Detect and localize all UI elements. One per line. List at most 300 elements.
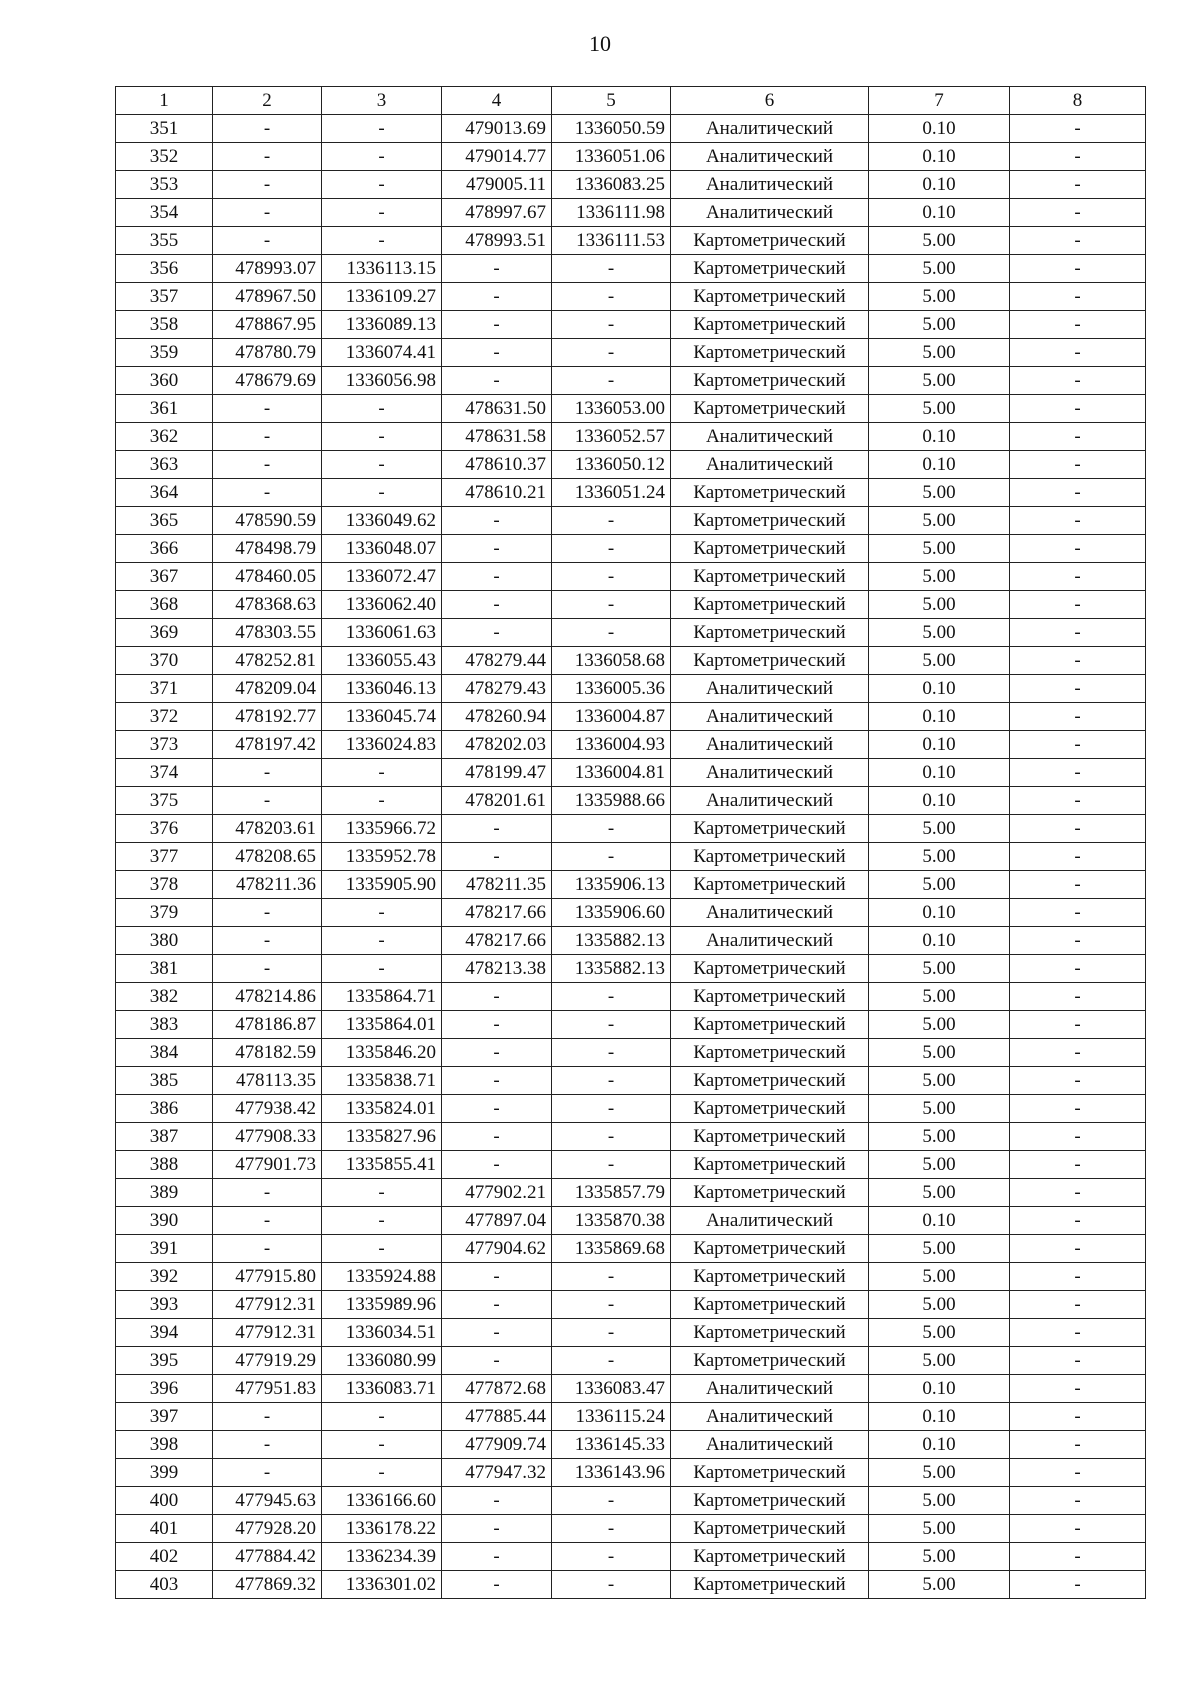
cell-point-number: 388 <box>116 1151 213 1179</box>
cell-old-x: 478182.59 <box>213 1039 322 1067</box>
cell-new-y: - <box>552 983 671 1011</box>
cell-accuracy: 0.10 <box>869 1431 1010 1459</box>
cell-note: - <box>1010 507 1146 535</box>
cell-method: Картометрический <box>671 871 869 899</box>
cell-old-y: - <box>322 395 442 423</box>
cell-new-x: - <box>442 1487 552 1515</box>
cell-old-x: 478209.04 <box>213 675 322 703</box>
cell-point-number: 359 <box>116 339 213 367</box>
cell-old-x: - <box>213 759 322 787</box>
cell-note: - <box>1010 367 1146 395</box>
cell-new-y: 1335988.66 <box>552 787 671 815</box>
cell-new-y: - <box>552 535 671 563</box>
cell-note: - <box>1010 115 1146 143</box>
table-row <box>116 451 1146 479</box>
cell-old-y: 1335952.78 <box>322 843 442 871</box>
cell-new-x: 478199.47 <box>442 759 552 787</box>
cell-note: - <box>1010 899 1146 927</box>
cell-new-y: 1336050.59 <box>552 115 671 143</box>
cell-note: - <box>1010 871 1146 899</box>
cell-old-y: 1336089.13 <box>322 311 442 339</box>
table-body <box>116 115 1146 1599</box>
table-row <box>116 1207 1146 1235</box>
cell-point-number: 355 <box>116 227 213 255</box>
table-row <box>116 1151 1146 1179</box>
cell-new-x: 478213.38 <box>442 955 552 983</box>
cell-old-x: - <box>213 927 322 955</box>
cell-accuracy: 5.00 <box>869 647 1010 675</box>
cell-new-x: - <box>442 1123 552 1151</box>
cell-point-number: 383 <box>116 1011 213 1039</box>
cell-accuracy: 5.00 <box>869 1151 1010 1179</box>
cell-new-x: 478201.61 <box>442 787 552 815</box>
cell-old-x: 478203.61 <box>213 815 322 843</box>
cell-new-y: - <box>552 1039 671 1067</box>
cell-new-x: - <box>442 255 552 283</box>
cell-note: - <box>1010 283 1146 311</box>
cell-note: - <box>1010 1123 1146 1151</box>
cell-new-x: 477947.32 <box>442 1459 552 1487</box>
table-row <box>116 1039 1146 1067</box>
table-row <box>116 395 1146 423</box>
cell-point-number: 362 <box>116 423 213 451</box>
cell-method: Картометрический <box>671 563 869 591</box>
cell-new-x: - <box>442 535 552 563</box>
cell-note: - <box>1010 1151 1146 1179</box>
cell-note: - <box>1010 1207 1146 1235</box>
cell-old-x: - <box>213 479 322 507</box>
cell-new-y: - <box>552 1571 671 1599</box>
table-row <box>116 199 1146 227</box>
cell-new-y: - <box>552 1515 671 1543</box>
cell-old-x: 478368.63 <box>213 591 322 619</box>
cell-point-number: 375 <box>116 787 213 815</box>
table-row <box>116 1459 1146 1487</box>
cell-note: - <box>1010 1011 1146 1039</box>
cell-point-number: 364 <box>116 479 213 507</box>
cell-old-y: 1336074.41 <box>322 339 442 367</box>
cell-new-x: - <box>442 983 552 1011</box>
cell-note: - <box>1010 591 1146 619</box>
cell-note: - <box>1010 563 1146 591</box>
cell-note: - <box>1010 1571 1146 1599</box>
cell-method: Картометрический <box>671 1095 869 1123</box>
cell-note: - <box>1010 983 1146 1011</box>
cell-note: - <box>1010 395 1146 423</box>
cell-note: - <box>1010 339 1146 367</box>
cell-method: Картометрический <box>671 255 869 283</box>
cell-note: - <box>1010 535 1146 563</box>
cell-point-number: 363 <box>116 451 213 479</box>
cell-old-y: - <box>322 899 442 927</box>
cell-method: Картометрический <box>671 535 869 563</box>
table-row <box>116 367 1146 395</box>
table-row <box>116 619 1146 647</box>
cell-old-y: 1335924.88 <box>322 1263 442 1291</box>
cell-old-x: - <box>213 395 322 423</box>
cell-old-x: 478460.05 <box>213 563 322 591</box>
cell-old-y: - <box>322 171 442 199</box>
cell-new-y: - <box>552 1067 671 1095</box>
cell-method: Картометрический <box>671 1151 869 1179</box>
cell-note: - <box>1010 479 1146 507</box>
cell-accuracy: 0.10 <box>869 1207 1010 1235</box>
cell-method: Аналитический <box>671 451 869 479</box>
cell-method: Картометрический <box>671 227 869 255</box>
cell-point-number: 392 <box>116 1263 213 1291</box>
cell-note: - <box>1010 787 1146 815</box>
cell-new-x: 478260.94 <box>442 703 552 731</box>
cell-old-y: 1335827.96 <box>322 1123 442 1151</box>
cell-old-x: 477951.83 <box>213 1375 322 1403</box>
table-row <box>116 283 1146 311</box>
cell-accuracy: 5.00 <box>869 283 1010 311</box>
cell-old-x: 478867.95 <box>213 311 322 339</box>
cell-old-x: 477901.73 <box>213 1151 322 1179</box>
cell-accuracy: 0.10 <box>869 759 1010 787</box>
cell-new-y: - <box>552 815 671 843</box>
cell-new-x: 478211.35 <box>442 871 552 899</box>
page-number: 10 <box>589 31 611 56</box>
cell-new-y: - <box>552 591 671 619</box>
cell-accuracy: 0.10 <box>869 1375 1010 1403</box>
cell-old-y: 1336046.13 <box>322 675 442 703</box>
cell-note: - <box>1010 1487 1146 1515</box>
cell-old-y: - <box>322 143 442 171</box>
cell-accuracy: 5.00 <box>869 955 1010 983</box>
coordinates-table <box>115 86 1146 1599</box>
table-row <box>116 171 1146 199</box>
cell-old-x: 477919.29 <box>213 1347 322 1375</box>
cell-note: - <box>1010 1235 1146 1263</box>
cell-old-y: - <box>322 927 442 955</box>
cell-point-number: 374 <box>116 759 213 787</box>
cell-note: - <box>1010 647 1146 675</box>
table-row <box>116 535 1146 563</box>
cell-old-y: - <box>322 1235 442 1263</box>
table-row <box>116 731 1146 759</box>
cell-new-x: - <box>442 1039 552 1067</box>
table-row <box>116 1291 1146 1319</box>
table-row <box>116 1235 1146 1263</box>
cell-old-x: 477915.80 <box>213 1263 322 1291</box>
cell-old-y: - <box>322 1207 442 1235</box>
cell-new-x: - <box>442 507 552 535</box>
cell-old-y: 1336072.47 <box>322 563 442 591</box>
cell-accuracy: 5.00 <box>869 1291 1010 1319</box>
table-row <box>116 787 1146 815</box>
table-row <box>116 1403 1146 1431</box>
cell-method: Картометрический <box>671 1123 869 1151</box>
cell-old-y: - <box>322 227 442 255</box>
cell-accuracy: 5.00 <box>869 1459 1010 1487</box>
cell-point-number: 395 <box>116 1347 213 1375</box>
cell-method: Картометрический <box>671 1515 869 1543</box>
cell-method: Картометрический <box>671 815 869 843</box>
header-col-2: 2 <box>213 87 322 115</box>
cell-point-number: 391 <box>116 1235 213 1263</box>
cell-point-number: 357 <box>116 283 213 311</box>
cell-new-x: 479013.69 <box>442 115 552 143</box>
cell-old-y: 1336061.63 <box>322 619 442 647</box>
cell-new-x: - <box>442 1515 552 1543</box>
cell-new-y: 1336145.33 <box>552 1431 671 1459</box>
cell-old-x: 478498.79 <box>213 535 322 563</box>
cell-method: Картометрический <box>671 1067 869 1095</box>
cell-point-number: 402 <box>116 1543 213 1571</box>
cell-new-y: - <box>552 1319 671 1347</box>
cell-new-x: - <box>442 1291 552 1319</box>
cell-point-number: 353 <box>116 171 213 199</box>
cell-method: Картометрический <box>671 647 869 675</box>
cell-old-x: - <box>213 1179 322 1207</box>
cell-method: Картометрический <box>671 1459 869 1487</box>
table-row <box>116 815 1146 843</box>
cell-new-x: 477902.21 <box>442 1179 552 1207</box>
cell-new-y: - <box>552 1543 671 1571</box>
cell-old-y: - <box>322 451 442 479</box>
cell-accuracy: 5.00 <box>869 395 1010 423</box>
cell-note: - <box>1010 927 1146 955</box>
cell-new-y: - <box>552 1263 671 1291</box>
cell-note: - <box>1010 1459 1146 1487</box>
cell-accuracy: 0.10 <box>869 675 1010 703</box>
table-row <box>116 1347 1146 1375</box>
table-row <box>116 759 1146 787</box>
cell-old-y: - <box>322 115 442 143</box>
cell-method: Аналитический <box>671 1403 869 1431</box>
cell-method: Аналитический <box>671 787 869 815</box>
cell-new-y: 1336051.24 <box>552 479 671 507</box>
cell-accuracy: 0.10 <box>869 927 1010 955</box>
cell-accuracy: 5.00 <box>869 1095 1010 1123</box>
cell-new-y: - <box>552 1347 671 1375</box>
cell-method: Аналитический <box>671 423 869 451</box>
cell-point-number: 399 <box>116 1459 213 1487</box>
cell-accuracy: 5.00 <box>869 339 1010 367</box>
cell-new-y: 1336004.87 <box>552 703 671 731</box>
cell-new-y: 1335906.13 <box>552 871 671 899</box>
cell-point-number: 378 <box>116 871 213 899</box>
cell-note: - <box>1010 423 1146 451</box>
cell-new-y: 1336115.24 <box>552 1403 671 1431</box>
cell-old-x: 478186.87 <box>213 1011 322 1039</box>
cell-new-y: - <box>552 563 671 591</box>
cell-note: - <box>1010 311 1146 339</box>
cell-new-y: 1335906.60 <box>552 899 671 927</box>
cell-point-number: 351 <box>116 115 213 143</box>
cell-old-x: 477908.33 <box>213 1123 322 1151</box>
cell-new-x: - <box>442 1095 552 1123</box>
cell-new-y: - <box>552 1487 671 1515</box>
cell-accuracy: 5.00 <box>869 311 1010 339</box>
cell-old-y: 1336166.60 <box>322 1487 442 1515</box>
table-row <box>116 423 1146 451</box>
cell-accuracy: 5.00 <box>869 1487 1010 1515</box>
cell-old-x: 477945.63 <box>213 1487 322 1515</box>
cell-new-x: 477909.74 <box>442 1431 552 1459</box>
cell-accuracy: 5.00 <box>869 1571 1010 1599</box>
cell-new-x: 478202.03 <box>442 731 552 759</box>
cell-new-y: - <box>552 283 671 311</box>
cell-new-x: - <box>442 815 552 843</box>
cell-note: - <box>1010 1403 1146 1431</box>
cell-note: - <box>1010 731 1146 759</box>
cell-method: Аналитический <box>671 731 869 759</box>
table-row <box>116 1263 1146 1291</box>
cell-note: - <box>1010 1039 1146 1067</box>
cell-new-y: - <box>552 255 671 283</box>
table-row <box>116 955 1146 983</box>
cell-old-x: 477912.31 <box>213 1319 322 1347</box>
cell-new-y: 1336111.53 <box>552 227 671 255</box>
cell-method: Аналитический <box>671 199 869 227</box>
table-row <box>116 1515 1146 1543</box>
cell-note: - <box>1010 1263 1146 1291</box>
cell-old-y: 1335966.72 <box>322 815 442 843</box>
header-col-4: 4 <box>442 87 552 115</box>
cell-method: Картометрический <box>671 395 869 423</box>
cell-point-number: 370 <box>116 647 213 675</box>
cell-note: - <box>1010 1179 1146 1207</box>
cell-point-number: 396 <box>116 1375 213 1403</box>
cell-accuracy: 5.00 <box>869 983 1010 1011</box>
cell-method: Картометрический <box>671 1487 869 1515</box>
cell-new-x: - <box>442 367 552 395</box>
cell-new-x: 478610.21 <box>442 479 552 507</box>
cell-accuracy: 5.00 <box>869 843 1010 871</box>
cell-old-y: 1336301.02 <box>322 1571 442 1599</box>
cell-accuracy: 0.10 <box>869 115 1010 143</box>
cell-point-number: 385 <box>116 1067 213 1095</box>
cell-method: Аналитический <box>671 703 869 731</box>
table-row <box>116 647 1146 675</box>
cell-method: Картометрический <box>671 591 869 619</box>
cell-accuracy: 0.10 <box>869 703 1010 731</box>
cell-method: Картометрический <box>671 1291 869 1319</box>
cell-note: - <box>1010 1543 1146 1571</box>
cell-accuracy: 5.00 <box>869 1263 1010 1291</box>
cell-point-number: 354 <box>116 199 213 227</box>
cell-old-x: 477938.42 <box>213 1095 322 1123</box>
cell-old-y: - <box>322 199 442 227</box>
cell-method: Картометрический <box>671 283 869 311</box>
cell-old-y: 1336045.74 <box>322 703 442 731</box>
cell-point-number: 367 <box>116 563 213 591</box>
table-row <box>116 871 1146 899</box>
cell-old-y: 1336113.15 <box>322 255 442 283</box>
cell-method: Аналитический <box>671 143 869 171</box>
cell-new-x: - <box>442 591 552 619</box>
cell-note: - <box>1010 619 1146 647</box>
table-row <box>116 255 1146 283</box>
cell-point-number: 400 <box>116 1487 213 1515</box>
cell-new-y: 1336004.93 <box>552 731 671 759</box>
cell-accuracy: 5.00 <box>869 535 1010 563</box>
header-col-1: 1 <box>116 87 213 115</box>
table-row <box>116 1375 1146 1403</box>
cell-point-number: 368 <box>116 591 213 619</box>
table-row <box>116 1011 1146 1039</box>
cell-method: Аналитический <box>671 115 869 143</box>
cell-note: - <box>1010 1095 1146 1123</box>
cell-point-number: 366 <box>116 535 213 563</box>
cell-accuracy: 5.00 <box>869 1067 1010 1095</box>
cell-new-x: 478217.66 <box>442 899 552 927</box>
cell-point-number: 398 <box>116 1431 213 1459</box>
cell-new-x: 477872.68 <box>442 1375 552 1403</box>
cell-new-y: 1336050.12 <box>552 451 671 479</box>
cell-method: Картометрический <box>671 1571 869 1599</box>
cell-old-x: 477869.32 <box>213 1571 322 1599</box>
cell-new-x: - <box>442 1571 552 1599</box>
cell-point-number: 384 <box>116 1039 213 1067</box>
cell-note: - <box>1010 451 1146 479</box>
header-col-7: 7 <box>869 87 1010 115</box>
cell-accuracy: 0.10 <box>869 171 1010 199</box>
cell-old-y: - <box>322 1459 442 1487</box>
cell-old-x: - <box>213 143 322 171</box>
cell-accuracy: 5.00 <box>869 1347 1010 1375</box>
cell-old-y: 1335905.90 <box>322 871 442 899</box>
cell-method: Аналитический <box>671 171 869 199</box>
table-row <box>116 1179 1146 1207</box>
cell-point-number: 387 <box>116 1123 213 1151</box>
cell-accuracy: 0.10 <box>869 423 1010 451</box>
cell-new-x: 478997.67 <box>442 199 552 227</box>
cell-method: Картометрический <box>671 843 869 871</box>
cell-note: - <box>1010 703 1146 731</box>
cell-note: - <box>1010 759 1146 787</box>
cell-point-number: 369 <box>116 619 213 647</box>
cell-point-number: 389 <box>116 1179 213 1207</box>
cell-point-number: 397 <box>116 1403 213 1431</box>
table-row <box>116 983 1146 1011</box>
cell-method: Аналитический <box>671 1431 869 1459</box>
cell-method: Аналитический <box>671 1207 869 1235</box>
cell-new-x: - <box>442 843 552 871</box>
cell-new-y: 1336052.57 <box>552 423 671 451</box>
cell-note: - <box>1010 815 1146 843</box>
cell-old-y: 1336056.98 <box>322 367 442 395</box>
cell-accuracy: 5.00 <box>869 227 1010 255</box>
table-row <box>116 227 1146 255</box>
cell-note: - <box>1010 143 1146 171</box>
table-row <box>116 843 1146 871</box>
cell-point-number: 386 <box>116 1095 213 1123</box>
cell-old-x: 477912.31 <box>213 1291 322 1319</box>
cell-accuracy: 0.10 <box>869 899 1010 927</box>
cell-method: Картометрический <box>671 1235 869 1263</box>
table-row <box>116 927 1146 955</box>
cell-old-y: - <box>322 1431 442 1459</box>
cell-old-x: 478252.81 <box>213 647 322 675</box>
cell-new-y: 1336004.81 <box>552 759 671 787</box>
cell-accuracy: 5.00 <box>869 1039 1010 1067</box>
cell-point-number: 390 <box>116 1207 213 1235</box>
table-row <box>116 1067 1146 1095</box>
cell-new-y: 1336083.25 <box>552 171 671 199</box>
cell-method: Картометрический <box>671 1543 869 1571</box>
cell-new-x: 478631.50 <box>442 395 552 423</box>
cell-point-number: 403 <box>116 1571 213 1599</box>
cell-new-x: - <box>442 619 552 647</box>
cell-old-x: - <box>213 1403 322 1431</box>
cell-method: Картометрический <box>671 1319 869 1347</box>
cell-old-x: 478192.77 <box>213 703 322 731</box>
cell-accuracy: 5.00 <box>869 591 1010 619</box>
cell-new-x: - <box>442 1011 552 1039</box>
